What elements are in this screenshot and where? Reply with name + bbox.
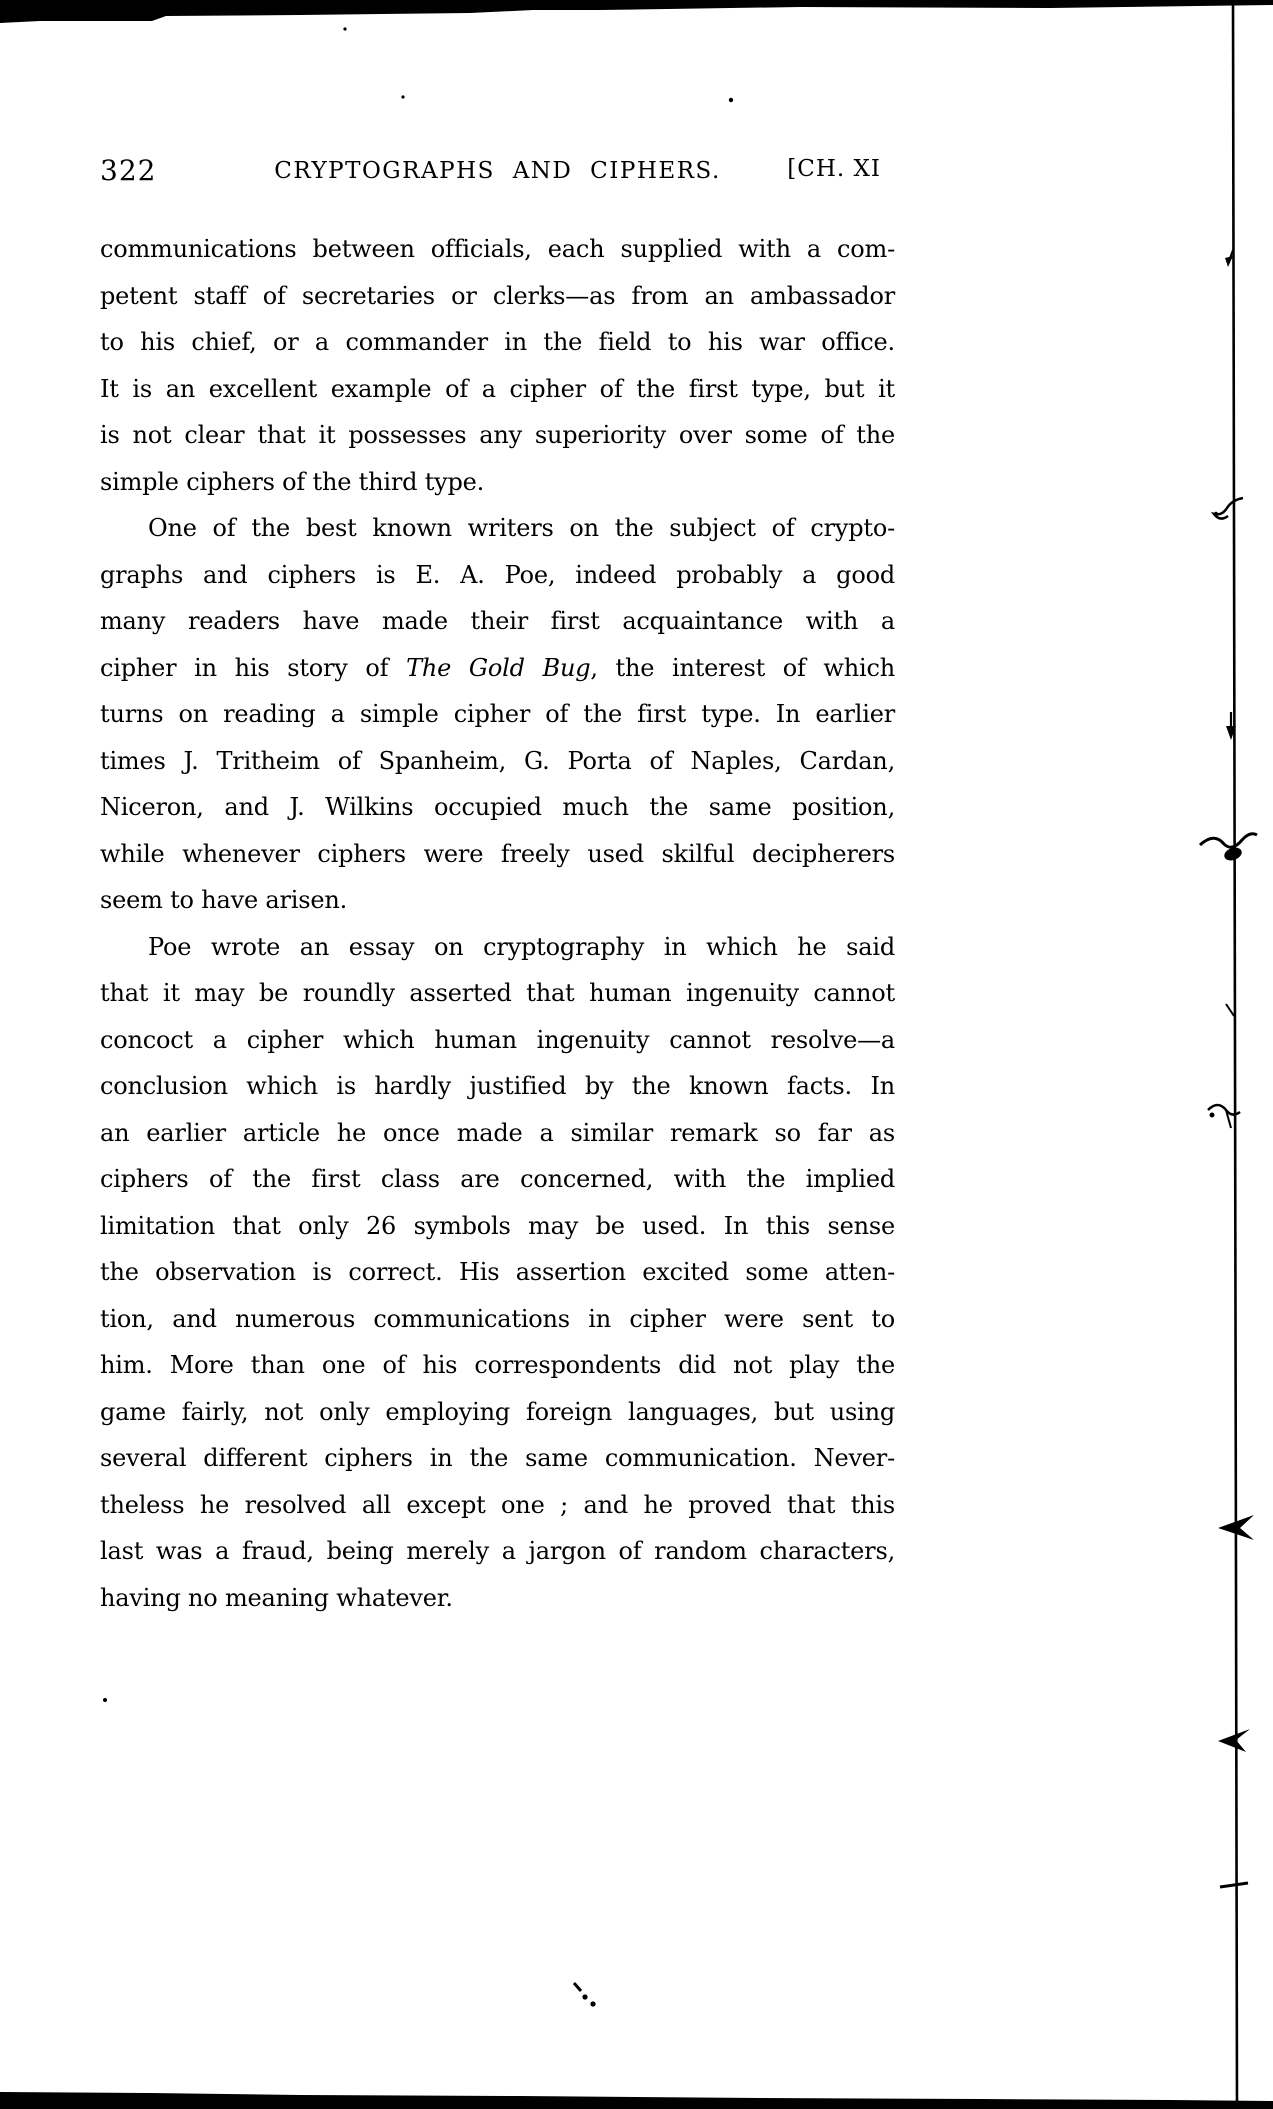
text-line xyxy=(100,552,895,599)
text-segment: Niceron, and J. Wilkins occupied much the same position, xyxy=(100,793,895,821)
ink-mark-arrowhead-7 xyxy=(1218,1515,1254,1540)
text-line xyxy=(100,691,895,738)
text-line xyxy=(100,319,895,366)
text-segment: the observation is correct. His assertion excited some atten- xyxy=(100,1258,895,1286)
text-line xyxy=(100,645,895,692)
running-title: CRYPTOGRAPHS AND CIPHERS. xyxy=(274,158,721,184)
ink-speck xyxy=(343,27,346,30)
text-segment: seem to have arisen. xyxy=(100,886,348,914)
ink-mark-arrow-1 xyxy=(1229,250,1233,261)
text-segment: , the interest of which xyxy=(590,653,896,682)
page-edge-rule xyxy=(1233,0,1237,2109)
text-line xyxy=(100,1296,895,1343)
text-segment: graphs and ciphers is E. A. Poe, indeed probably a good xyxy=(100,560,895,589)
text-line xyxy=(100,970,895,1017)
ink-mark-cross-9 xyxy=(1220,1883,1248,1887)
ink-mark-tail-6 xyxy=(1226,1110,1231,1128)
text-line xyxy=(100,273,895,320)
text-line xyxy=(100,505,895,552)
text-segment: petent staff of secretaries or clerks—as from an ambassador xyxy=(100,281,895,310)
book-title-italic: The Gold Bug xyxy=(406,653,591,682)
scan-edge-top xyxy=(0,0,1273,23)
text-segment: tion, and numerous communications in cipher were sent to xyxy=(100,1304,895,1333)
ink-speck xyxy=(582,1994,587,1999)
text-line xyxy=(100,412,895,459)
text-line xyxy=(100,877,895,924)
page-number: 322 xyxy=(100,154,157,187)
text-line xyxy=(100,831,895,878)
text-segment: game fairly, not only employing foreign languages, but using xyxy=(100,1397,895,1426)
text-segment: an earlier article he once made a similar remark so far as xyxy=(100,1118,895,1147)
text-line xyxy=(100,1342,895,1389)
text-segment: last was a fraud, being merely a jargon of random characters, xyxy=(100,1537,895,1565)
text-line xyxy=(100,1203,895,1250)
text-line xyxy=(100,1063,895,1110)
text-segment: while whenever ciphers were freely used skilful decipherers xyxy=(100,839,895,868)
text-line xyxy=(100,1389,895,1436)
ink-speck xyxy=(729,98,733,102)
text-segment: to his chief, or a commander in the field to his war office. xyxy=(100,328,895,356)
text-segment: limitation that only 26 symbols may be used. In this sense xyxy=(100,1211,895,1240)
text-segment: turns on reading a simple cipher of the first type. In earlier xyxy=(100,700,895,728)
ink-mark-flourish-4 xyxy=(1200,834,1257,847)
ink-mark-arrowhead-3 xyxy=(1226,726,1236,740)
ink-mark-blob-4 xyxy=(1222,845,1243,862)
text-line xyxy=(100,459,895,506)
ink-mark-arrowhead-1 xyxy=(1225,256,1233,267)
ink-speck xyxy=(590,2001,595,2006)
chapter-heading: [CH. XI xyxy=(787,156,881,182)
ink-mark-dot-2 xyxy=(1214,512,1218,516)
text-segment: cipher in his story of xyxy=(100,653,407,682)
text-segment: concoct a cipher which human ingenuity cannot resolve—a xyxy=(100,1025,895,1054)
text-line xyxy=(100,1110,895,1157)
page-header xyxy=(100,150,895,196)
ink-speck-slash xyxy=(574,1983,581,1991)
text-line xyxy=(100,924,895,971)
text-segment: that it may be roundly asserted that human ingenuity cannot xyxy=(100,979,895,1007)
ink-speck xyxy=(103,1698,107,1702)
body-text xyxy=(100,226,895,1621)
scan-edge-bottom xyxy=(0,2092,1273,2109)
text-segment: simple ciphers of the third type. xyxy=(100,467,485,496)
text-line xyxy=(100,738,895,785)
text-line xyxy=(100,598,895,645)
text-segment: is not clear that it possesses any superiority over some of the xyxy=(100,421,895,449)
ink-mark-dot-6 xyxy=(1210,1113,1215,1118)
text-segment: theless he resolved all except one ; and he proved that this xyxy=(100,1490,895,1519)
text-line xyxy=(100,1528,895,1575)
text-segment: communications between officials, each supplied with a com- xyxy=(100,235,895,263)
ink-mark-tick-5 xyxy=(1226,1004,1234,1016)
ink-mark-arrowhead-8 xyxy=(1218,1729,1250,1752)
text-line xyxy=(100,1482,895,1529)
text-line xyxy=(100,1249,895,1296)
text-segment: having no meaning whatever. xyxy=(100,1583,453,1612)
text-line xyxy=(100,1017,895,1064)
text-line xyxy=(100,1435,895,1482)
text-segment: several different ciphers in the same communication. Never- xyxy=(100,1444,895,1472)
text-segment: Poe wrote an essay on cryptography in which he said xyxy=(148,932,895,961)
text-line xyxy=(100,226,895,273)
text-line xyxy=(100,1575,895,1622)
text-segment: him. More than one of his correspondents did not play the xyxy=(100,1351,895,1379)
ink-speck xyxy=(401,95,404,98)
text-segment: conclusion which is hardly justified by the known facts. In xyxy=(100,1072,895,1100)
text-segment: One of the best known writers on the subject of crypto- xyxy=(148,514,895,542)
ink-mark-squiggle-6 xyxy=(1208,1105,1240,1115)
margin-ink-marks xyxy=(1200,250,1257,1887)
text-segment: ciphers of the first class are concerned, with the implied xyxy=(100,1165,895,1193)
ink-mark-squiggle-2 xyxy=(1214,498,1243,519)
text-segment: many readers have made their first acquaintance with a xyxy=(100,607,895,635)
text-segment: It is an excellent example of a cipher of the first type, but it xyxy=(100,374,895,403)
text-line xyxy=(100,366,895,413)
text-line xyxy=(100,784,895,831)
text-segment: times J. Tritheim of Spanheim, G. Porta of Naples, Cardan, xyxy=(100,746,895,775)
text-line xyxy=(100,1156,895,1203)
